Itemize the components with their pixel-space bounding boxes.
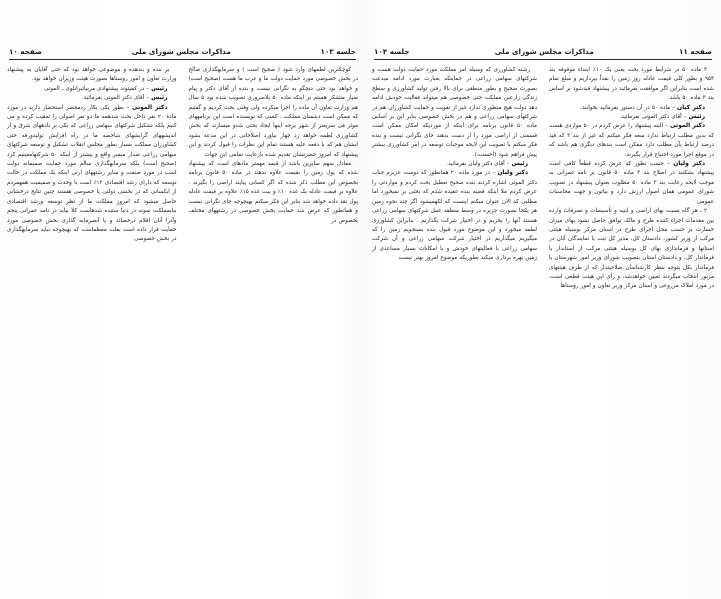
right-page-running-head [7,26,358,60]
speech-paragraph: رئیس – آقای دکتر ولیان بفرمائید. [446,161,528,168]
speaker-name: دکتر ولیان [497,170,528,177]
right-page-header-rule [9,59,356,60]
speaker-name: دکتر ولیان [673,161,705,168]
speech-paragraph: رئیس – آقای دکتر الموتی بفرمائید. [619,114,705,121]
left-page-columns [372,66,714,586]
speaker-name: رئیس [151,95,168,102]
speaker-name: دکتر الموتی [131,104,168,111]
body-paragraph: رشته کشاورزی که وسیله امر مملکت مورد حمایت دولت هست و شرکتهای سهامی زراعی در حمایتکه بعبارت مورد ادامه مبدعت بصورت صحیح و بطور منطقی برای بالا رفتن تولید کشاورزی و سطح زندگی زارعین مملکت حتی خصوصی هم میتواند فعالیت خودش ادامه دهد دولت هیچ منظوری ندارد غیر از تقویت و حمایت کشاورزان هم در شرکتهای سهامی زراعی و هم در بخش خصوصی بنابر این بر اساس ماده ۵۰ قانون برنامه برای اینکه از موردیکه امکان ممکن است قسمتی از اراضی مورد را از دست بدهند جای نگرانی نیست و بنده فکر میکنم با تصویب این لایحه موجبات توسعه در امر کشاورزی بیشتر پیش فراهم شود (احسنت). [372,67,537,158]
left-page-publication-title: مذاکرات مجلس شورای ملی [494,46,594,56]
speech-paragraph: رئیس – آقای دکتر الموتی بفرمائید. [81,95,168,102]
speech-paragraph: دکتر ولیان – حسب نظور که عرض کرده قطعاً کافی است پیشنهاد بشکنند در اصلاح بند ۳ ماده ۵۰ قانون بر نامه عمرانی به موجب لایحه رعایت بند ۳ ماده ۵۰ مطلوب بعنوان پیشنهاد در تصویب شورای عمومی همان اصول ارزش دارد و بیاتون و جهت محاسبات عمومی [549,161,715,205]
body-paragraph: معادل سهم سایرین باشد از قیمه مهمتر مادهای است که پیشنهاد شده که پول زمین را بقیمت علاوه بدهند در ماده ۵۰ قانون برنامه بخصوص این مطلب ذکر شده که اگر کسانی بیایند اراضی را بگیرند . علاوه بر قیمت عادله یک غده ۱۰٪ و بیت غده ۱۵٪ علاوه بر قیمت عادله پول نقد داده خواهد شد بنابر این فکر میکنم بهیچوجه جای نگرانی نیست و همانطور که عرض شد حمایت بخش خصوصی در رشتههای مختلف بخصوص در [188,161,358,224]
left-page-inner-column [372,66,537,586]
left-page-number: صفحه ۱۱ [679,46,712,56]
right-page-outer-column [7,66,177,586]
speaker-name: دکتر الموتی [670,123,705,130]
speaker-name: رئیس [688,114,705,121]
right-page-session-number: جلسه ۱۰۳ [320,46,356,56]
speech-paragraph: دکتر الموتی – البته پیشنهاد را عرض کردم در ۵۰ مواردی هست که بدین مطلب ارتباط ندارد سعه فکر میکنم که غیر از بند ۳ که قید درصد ارتباط بآن مطلب دارد ممکن است بندهای دیگری هم باشد که در موقع اجرا مورد احتیاج قرار بگیرند. [549,123,715,158]
speaker-name: دکتر کیان [677,104,705,111]
speech-paragraph: دکتر الموتی – بطور یکی بکار زدمحضر استحضار دارید در مورد مادهٔ ۲۰ نفر داخل بحث شدهمه ما دو نفر اصولی را تعقیب کرده و می کنیم بلکه تشکیل شرکتهای سهامی زراعی که یکی بر بادههای شرق و از اندیشههای گرایشهای شاخصه ما در راه افزایش تولیدورفه حتی کشاورزان مملکت بسیار بطور مجلس انقلاب تشکیل و توسعه شرکتهای سهامی زراعی صدار میسر واقع و بیشتر از اینکه ۵۰ شرکتهامعیتیم کرد (صحیح است) بلکه سرمایهگذاری سالم مورد حمایت صمیمانه دولت است در مورد صنعت و سایر رشتههای ارتی اینکه یک مملکت در حالت توسعه که دارای رشد اقتصادی ۱۲٪ است با وحدت و صمیمیت همهمردم از ایکسانی که در بخشی دولتی یا خصوصی هستند چنین نتایج درخشانی حاصل میشود که امروز مملکت ما از نظر توسعه ورشد اقتصادی بنابمملکت نمونه در دنیا ستیده شدهاست کلا بیاید در نامه عمرانی پنجم وآنرا آنان اقلام درخصائد و با آنصرمایه گذاری بخش خصوصی مورد حمایت قرار داده است بعلت معظماست که بهیچوجه نباید سرمایهگذاری در بخش خصوصی [7,104,177,243]
speech-paragraph: رئیس – در کمیتوند پیشنهادی مربیاتیرانلوی ـ الموتی [44,85,168,92]
body-paragraph: ۳ ماده ۵۰ در شرایط مورد بحث یعنی یک ۱۰٪ ابتداء موقوفه بند ۹۵۳ و بطور کلی قیمت عادله روز زمین را نقداً بپردازیم و مبلغ تمام شده است بنابراین اگر موافقت بفرمائید در پیشنهاد قیدشود بر اساس بند ۳ ماده ۵۰ باشد. [549,67,714,102]
speaker-name: رئیس [511,161,528,168]
right-page-publication-title: مذاکرات مجلس شورای ملی [131,46,231,56]
left-page-running-head [372,26,714,60]
right-page-inner-column [189,66,359,586]
left-page-outer-column [549,66,714,586]
speech-paragraph: دکتر کیان – ماده ۵۰ در آن دستور بفرمائید بخوانند. [580,104,705,111]
speech-paragraph: دکتر ولیان – در مورد ماده ۲۰ همانطور که دوست عزیزم جناب دکتر الموتی اشاره کردند بنده صحیح تعطیل بحث کردم و مواردتی را عرض کردم ملا اینکه قضیه بنده عقیده شدم که بحثی بر نمیخورد اما مطلبی که الان عنوان میکنم اینست که لکهمیشود اگر چند نجوه زمین هر یکجا بصورت جزیره در وسط منطقه عمل شرکتهای سهامی زراعی هستند آنها را بخریم و در اختیار شرکت بگذاریم . بنابراین کشاورزی لطمه میخورد و این موضوع مورد قبول بنده بسنجویم زمین را که میگیریم میگذاریم در اختیار شرکت سهامی زراعی و آن شرکت سهامی زراعی با فعالیتهای خودش و با امکانات بسیار مساعدی از زمین بهره برداری میکند بطوریکه موضوع امروز بهتر نیست [372,170,537,262]
speaker-name: رئیس [151,85,168,92]
body-paragraph: کوچکترین لطمهای وارد شود ( صحیح است ) و سرمایهگذاری صالح در بخش خصوصی مورد حمایت دولت ما و عرب ما هست (صحیح است) و خواهد بود حتی دیچگو به نگرانی نیست و بنده از آقای دکتر و پیام سیار متشکر هستم بر اینکه ماده ۵۰ بلاضروری تصویب شده بود ۵ سال هم وزارت تعاون آن ماده را اجرا میکرده ولی وقتی بحث کردیم و گفتیم که ممکن است دشمنان مملکت . کسی که نویسنده است این برنامههای موثر فی سریعتر از شهر برجه اینها ایجاد بحثی شدو مبسازند که بخش کشاورزی لطمه خواهد زد چهار بیاورد اصلاحاتی در این مدعه بشود ایشان هم که با دفعه علیه هستند تمام این نظرات را قبول کردند و این پیشنهاد که امروز حضرتشان تقدیم شده بارعایت تمامی این جهات [188,67,358,158]
body-paragraph: بر بنده و بندهده و موضوعی خواهد بود که حتی آقایان به پیشنهاد وزارت تعاون و امور روستاها بصورت هیئت وزیران خواهد بود. [7,67,177,83]
right-page-number: صفحه ۱۰ [9,46,42,56]
right-page-columns [7,66,358,586]
left-page-header-rule [374,59,712,60]
left-page-session-number: جلسه ۱۰۴ [374,46,410,56]
body-paragraph: ۲ ـ هر گاه نسبت بهای اراضی و ابنیه و تأسیسات و تصرفات وارده بین مقدمات اجراء کننده طرح و مالک توافق حاصل نشود بهای میزان خسارت بر حسب محل اجرای طرح در استان مرکز بوسیله هیئتی مرکب از وزیر کشور، دادستان کل، مدیر کل ثبت یا نمایندگان آنان در استانها و فرمانداری بهای کل بوسیله هیئتی مرکب از استاندار یا فرماندار کل، و دادستان استان بتصویب شورای وزیر امور شهرستان یا فرماندار بکل بتوجه بنظر کارشناسان صلاحیتدار که از طرف هیئتهای مزبور انتخاب میگردند تعیین خواهدشد، و رأی این هیئت قطعی است، در مورد املاک مزروعی و استان مرکز وزیر تعاون و امور روستاها [549,208,714,290]
left-page [366,0,721,599]
